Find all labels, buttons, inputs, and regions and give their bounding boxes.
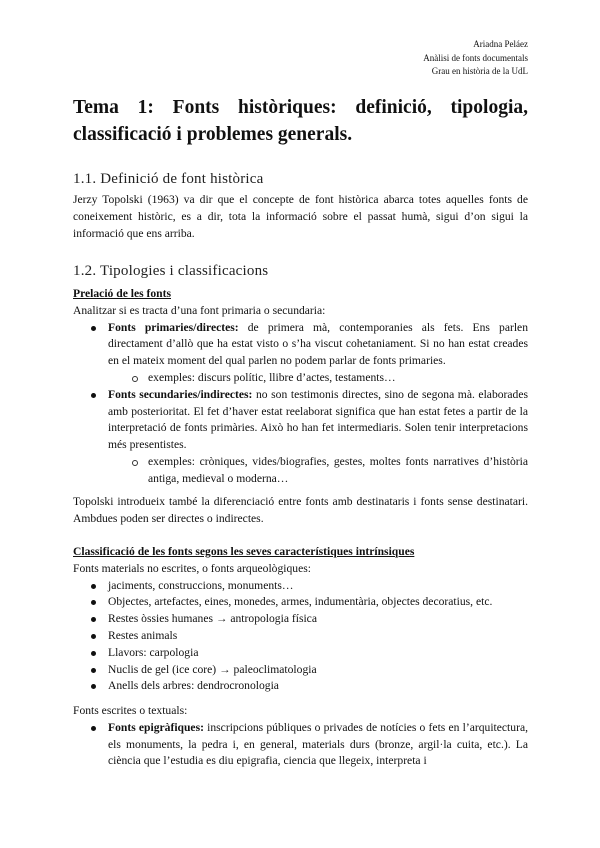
item-text: jaciments, construccions, monuments… bbox=[108, 578, 294, 592]
bullet-icon bbox=[91, 651, 96, 656]
header-degree: Grau en història de la UdL bbox=[431, 66, 528, 76]
item-text: Llavors: carpologia bbox=[108, 645, 199, 659]
item-text: Nuclis de gel (ice core) → paleoclimatologia bbox=[108, 662, 317, 676]
header-author: Ariadna Peláez bbox=[473, 39, 528, 49]
material-intro: Fonts materials no escrites, o fonts arqueològiques: bbox=[73, 561, 311, 575]
list-item bbox=[73, 320, 528, 387]
item-text: Objectes, artefactes, eines, monedes, armes, indumentària, objectes decoratius, etc. bbox=[108, 595, 493, 609]
list-item bbox=[73, 720, 528, 770]
written-block bbox=[73, 703, 528, 770]
item-text: Restes òssies humanes → antropologia física bbox=[108, 612, 317, 626]
item-text: Anells dels arbres: dendrocronologia bbox=[108, 679, 279, 693]
prelacio-block bbox=[73, 286, 528, 488]
list-item bbox=[73, 645, 528, 662]
section-2-heading: 1.2. Tipologies i classificacions bbox=[73, 263, 269, 279]
written-intro: Fonts escrites o textuals: bbox=[73, 704, 188, 717]
classificacio-subheading: Classificació de les fonts segons les seves característiques intrínsiques bbox=[73, 545, 415, 558]
bullet-icon bbox=[91, 393, 96, 398]
classificacio-block bbox=[73, 544, 528, 695]
prelacio-intro: Analitzar si es tracta d’una font primaria o secundaria: bbox=[73, 303, 326, 317]
sub-item-text: exemples: discurs polític, llibre d’actes, testaments… bbox=[148, 370, 396, 384]
list-item bbox=[73, 594, 528, 611]
list-item bbox=[73, 578, 528, 595]
prelacio-closing: Topolski introdueix també la diferenciació entre fonts amb destinataris i fonts sense destinatari. Ambdues poden ser directes o indirectes. bbox=[73, 495, 528, 525]
list-item bbox=[73, 662, 528, 679]
list-item bbox=[73, 628, 528, 645]
bullet-icon bbox=[91, 326, 96, 331]
list-item bbox=[73, 678, 528, 695]
bullet-icon bbox=[91, 668, 96, 673]
item-text: inscripcions públiques o privades de notícies o fets en l’arquitectura, els monuments, la pedra i, en general, materials durs (bronze, argil·la cuita, etc.). La ciència que l’estudia es diu epigrafia, ciencia que llegeix, interpreta i bbox=[108, 720, 528, 768]
prelacio-subheading: Prelació de les fonts bbox=[73, 287, 171, 300]
bullet-icon bbox=[91, 600, 96, 605]
list-item bbox=[73, 611, 528, 628]
section-1-paragraph: Jerzy Topolski (1963) va dir que el concepte de font històrica abarca totes aquelles fonts de coneixement històric, es a dir, tota la informació sobre el passat humà, sigui d’on sigui la informació que ens arriba. bbox=[73, 193, 528, 240]
circle-bullet-icon bbox=[132, 460, 138, 466]
item-label: Fonts secundaries/indirectes: bbox=[108, 387, 253, 401]
item-text: Restes animals bbox=[108, 628, 178, 642]
item-label: Fonts primaries/directes: bbox=[108, 320, 239, 334]
list-item bbox=[73, 387, 528, 488]
written-list bbox=[73, 720, 528, 770]
bullet-icon bbox=[91, 584, 96, 589]
header-course: Anàlisi de fonts documentals bbox=[423, 52, 528, 63]
circle-bullet-icon bbox=[132, 376, 138, 382]
item-text: de primera mà, contemporanies als fets. Ens parlen directament d’allò que ha estat visto o s’ha viscut cohetaniament. Si no han estat creades en el mateix moment del qual parlen no podem parlar de fonts primaries. bbox=[108, 320, 528, 368]
page-header bbox=[423, 38, 528, 79]
bullet-icon bbox=[91, 684, 96, 689]
sub-list-item bbox=[73, 370, 528, 387]
item-label: Fonts epigràfiques: bbox=[108, 720, 204, 734]
material-list bbox=[73, 578, 528, 696]
bullet-icon bbox=[91, 634, 96, 639]
sub-item-text: exemples: cròniques, vides/biografies, gestes, moltes fonts narratives d’història antiga, medieval o moderna… bbox=[148, 454, 528, 485]
item-text: no son testimonis directes, sino de segona mà. elaborades amb posterioritat. El fet d’haver estat reelaborat significa que han estat fetes a partir de la interpretació de fonts primàries. Això ho han fet intermediaris. Solen tenir interpretacions més presentistes. bbox=[108, 387, 529, 452]
bullet-icon bbox=[91, 726, 96, 731]
document-title: Tema 1: Fonts històriques: definició, tipologia, classificació i problemes generals. bbox=[73, 97, 528, 145]
bullet-icon bbox=[91, 617, 96, 622]
section-1-heading: 1.1. Definició de font històrica bbox=[73, 171, 264, 187]
sub-list-item bbox=[73, 454, 528, 488]
prelacio-list bbox=[73, 320, 528, 488]
